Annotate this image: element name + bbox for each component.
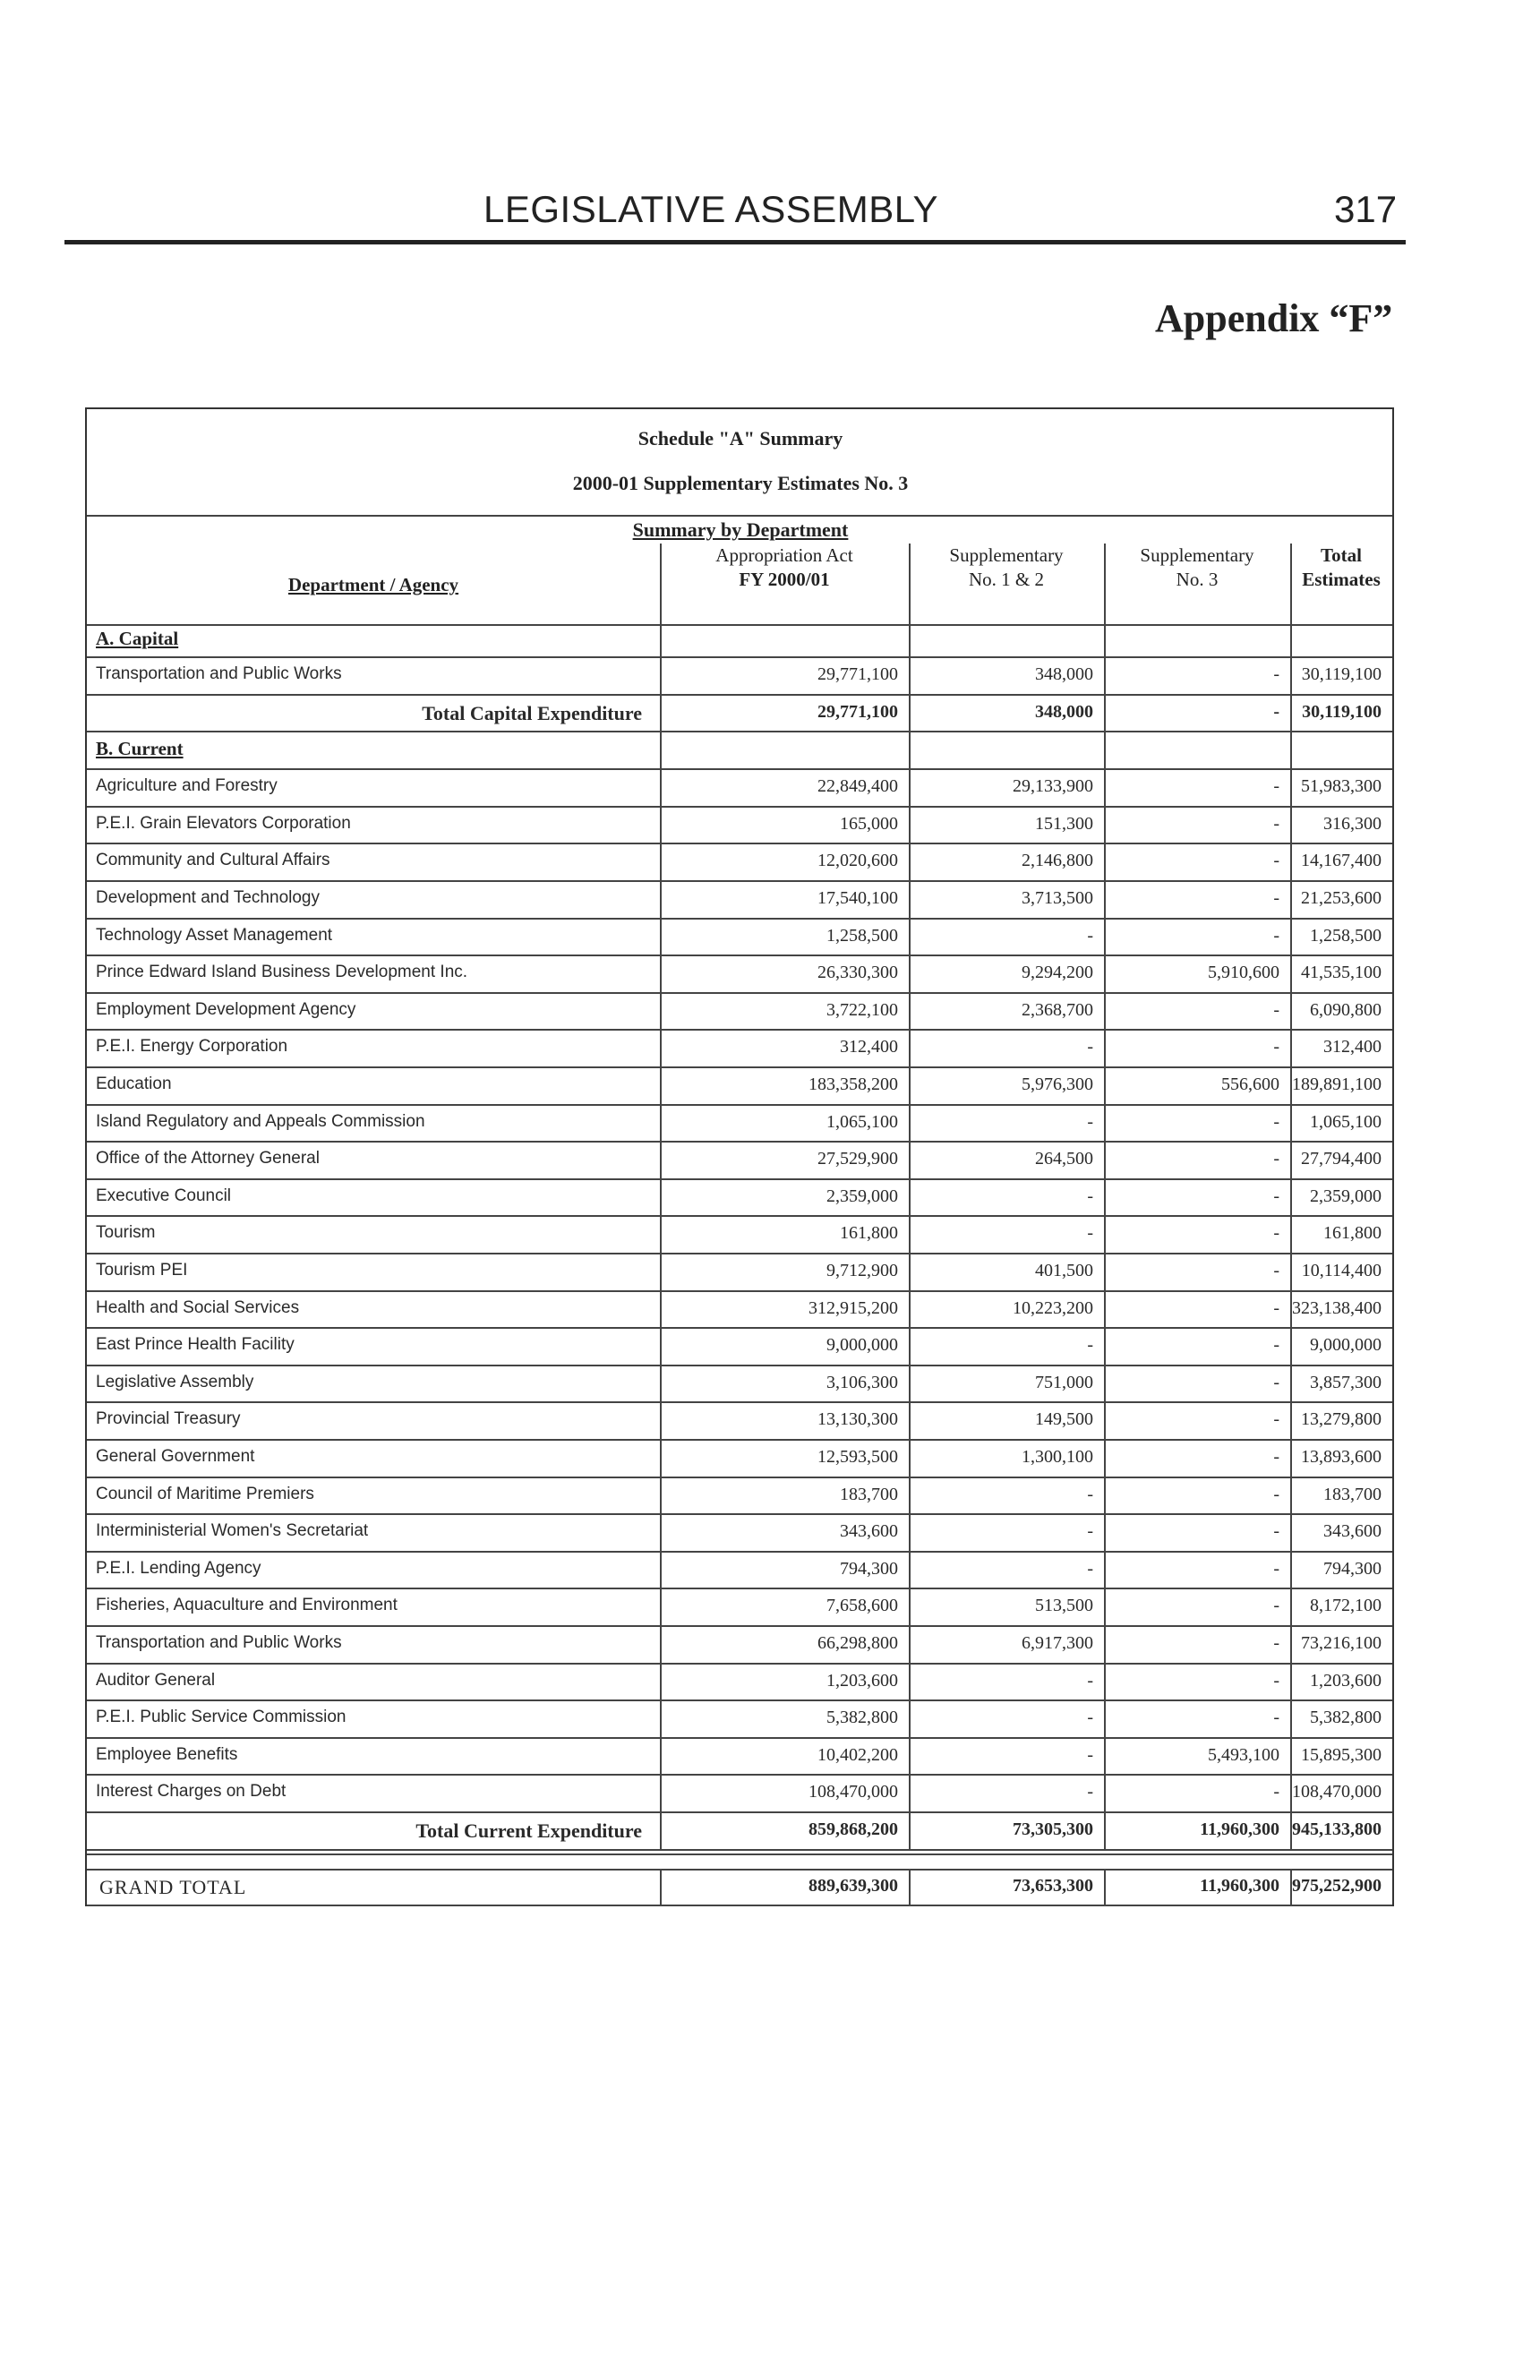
row-label: Transportation and Public Works — [96, 1633, 342, 1652]
col-rule — [1104, 624, 1106, 656]
table-row — [87, 1327, 1392, 1365]
row-label: Council of Maritime Premiers — [96, 1484, 314, 1503]
total-value: 945,133,800 — [1292, 1819, 1382, 1839]
table-row — [87, 1253, 1392, 1290]
col-rule — [909, 624, 911, 656]
supp3-value: 5,910,600 — [1208, 963, 1279, 983]
supp12-value: 73,305,300 — [1013, 1819, 1093, 1839]
row-label: Education — [96, 1074, 172, 1093]
supp3-value: - — [1273, 1447, 1279, 1467]
row-rule — [87, 1905, 1392, 1906]
appropriation-value: 29,771,100 — [817, 701, 898, 722]
row-label: East Prince Health Facility — [96, 1335, 295, 1355]
supp3-value: 5,493,100 — [1208, 1744, 1279, 1765]
table-row — [87, 880, 1392, 918]
supp3-value: - — [1273, 1297, 1279, 1318]
row-label: Fisheries, Aquaculture and Environment — [96, 1596, 398, 1615]
col-header-text: No. 3 — [1176, 569, 1219, 590]
appropriation-value: 26,330,300 — [817, 963, 898, 983]
row-label: General Government — [96, 1447, 255, 1466]
row-label: Legislative Assembly — [96, 1372, 254, 1391]
row-label: P.E.I. Lending Agency — [96, 1558, 261, 1578]
schedule-table — [85, 407, 1394, 1906]
row-label: P.E.I. Energy Corporation — [96, 1037, 288, 1057]
total-value: 6,090,800 — [1310, 999, 1382, 1020]
supp3-value: - — [1273, 1409, 1279, 1430]
appropriation-value: 2,359,000 — [826, 1186, 898, 1206]
row-rule — [87, 624, 1392, 626]
row-label: Executive Council — [96, 1186, 232, 1205]
appropriation-value: 12,593,500 — [817, 1447, 898, 1467]
col-header-text: Supplementary — [949, 544, 1064, 566]
supp3-value: - — [1273, 1708, 1279, 1728]
appropriation-value: 1,203,600 — [826, 1670, 898, 1691]
row-label: Office of the Attorney General — [96, 1149, 320, 1169]
row-rule — [87, 1849, 1392, 1851]
row-label: Interministerial Women's Secretariat — [96, 1521, 369, 1541]
supp3-value: - — [1273, 1484, 1279, 1504]
row-label: Transportation and Public Works — [96, 664, 342, 683]
section-capital: A. Capital — [96, 628, 179, 649]
supp12-value: - — [1087, 1223, 1093, 1244]
row-label: Technology Asset Management — [96, 925, 333, 945]
total-value: 161,800 — [1323, 1223, 1382, 1244]
total-value: 15,895,300 — [1301, 1744, 1382, 1765]
total-value: 3,857,300 — [1310, 1372, 1382, 1392]
total-value: 794,300 — [1323, 1558, 1382, 1579]
row-rule — [87, 731, 1392, 732]
supp3-value: - — [1273, 1596, 1279, 1616]
summary-label: Summary by Department — [632, 518, 849, 541]
table-row — [87, 1401, 1392, 1439]
row-rule — [87, 1853, 1392, 1855]
col-rule — [1104, 544, 1106, 624]
supp3-value: - — [1273, 1558, 1279, 1579]
appropriation-value: 12,020,600 — [817, 851, 898, 871]
col-rule — [909, 731, 911, 768]
supp12-value: - — [1087, 1670, 1093, 1691]
supp3-value: - — [1273, 1037, 1279, 1057]
supp12-value: 513,500 — [1035, 1596, 1093, 1616]
appropriation-value: 9,712,900 — [826, 1261, 898, 1280]
col-header-supp12 — [909, 544, 1104, 592]
col-rule — [660, 544, 662, 624]
total-value: 21,253,600 — [1301, 888, 1382, 908]
table-row — [87, 1663, 1392, 1700]
col-header-department: Department / Agency — [287, 574, 459, 595]
supp3-value: - — [1273, 1335, 1279, 1356]
appropriation-value: 7,658,600 — [826, 1596, 898, 1616]
row-label: Island Regulatory and Appeals Commission — [96, 1111, 425, 1131]
supp3-value: - — [1273, 1372, 1279, 1392]
col-rule — [1290, 544, 1292, 624]
section-current: B. Current — [96, 738, 184, 760]
col-rule — [1290, 624, 1292, 656]
col-rule — [1104, 731, 1106, 768]
total-value: 73,216,100 — [1301, 1633, 1382, 1653]
supp3-value: - — [1273, 1149, 1279, 1169]
table-row — [87, 1141, 1392, 1178]
supp3-value: - — [1273, 776, 1279, 797]
appropriation-value: 1,258,500 — [826, 925, 898, 946]
page-title: LEGISLATIVE ASSEMBLY — [483, 188, 938, 230]
appropriation-value: 3,722,100 — [826, 999, 898, 1020]
total-value: 1,065,100 — [1310, 1111, 1382, 1132]
total-value: 1,203,600 — [1310, 1670, 1382, 1691]
supp12-value: 2,146,800 — [1022, 851, 1093, 871]
row-label: Tourism PEI — [96, 1261, 188, 1280]
table-row — [87, 1551, 1392, 1588]
supp3-value: - — [1273, 851, 1279, 871]
row-label: Employee Benefits — [96, 1744, 238, 1764]
table-row — [87, 1104, 1392, 1142]
table-row — [87, 694, 1392, 732]
row-rule — [87, 515, 1392, 517]
appropriation-value: 859,868,200 — [808, 1819, 898, 1839]
table-row — [87, 768, 1392, 806]
col-header-appropriation — [660, 544, 909, 592]
supp12-value: 1,300,100 — [1022, 1447, 1093, 1467]
supp12-value: - — [1087, 1782, 1093, 1802]
row-label: Total Capital Expenditure — [422, 701, 642, 724]
total-value: 2,359,000 — [1310, 1186, 1382, 1206]
row-label: Tourism — [96, 1223, 156, 1243]
supp12-value: 5,976,300 — [1022, 1074, 1093, 1094]
supp3-value: - — [1273, 1186, 1279, 1206]
supp12-value: 9,294,200 — [1022, 963, 1093, 983]
appropriation-value: 17,540,100 — [817, 888, 898, 908]
total-value: 343,600 — [1323, 1521, 1382, 1542]
col-header-text: Supplementary — [1140, 544, 1254, 566]
supp3-value: - — [1273, 1670, 1279, 1691]
supp12-value: - — [1087, 1558, 1093, 1579]
total-value: 323,138,400 — [1292, 1297, 1382, 1318]
total-value: 975,252,900 — [1292, 1875, 1382, 1896]
row-label: Prince Edward Island Business Development Inc. — [96, 963, 468, 982]
row-label: Employment Development Agency — [96, 999, 356, 1019]
supp12-value: - — [1087, 1186, 1093, 1206]
total-value: 183,700 — [1323, 1484, 1382, 1504]
table-row — [87, 1477, 1392, 1514]
appropriation-value: 343,600 — [840, 1521, 898, 1542]
table-row — [87, 1066, 1392, 1104]
supp12-value: - — [1087, 1111, 1093, 1132]
supp3-value: - — [1273, 1782, 1279, 1802]
supp12-value: 6,917,300 — [1022, 1633, 1093, 1653]
table-row — [87, 843, 1392, 880]
table-row — [87, 806, 1392, 843]
appropriation-value: 5,382,800 — [826, 1708, 898, 1728]
appropriation-value: 161,800 — [840, 1223, 898, 1244]
table-row — [87, 1588, 1392, 1625]
supp12-value: 149,500 — [1035, 1409, 1093, 1430]
appropriation-value: 9,000,000 — [826, 1335, 898, 1356]
supp12-value: 151,300 — [1035, 813, 1093, 834]
total-value: 51,983,300 — [1301, 776, 1382, 797]
table-row — [87, 1811, 1392, 1849]
table-row — [87, 1290, 1392, 1328]
col-rule — [660, 624, 662, 656]
row-label: Interest Charges on Debt — [96, 1782, 287, 1802]
table-row — [87, 1774, 1392, 1811]
table-row — [87, 992, 1392, 1030]
table-row — [87, 918, 1392, 955]
col-header-text: Estimates — [1302, 569, 1381, 590]
supp3-value: - — [1273, 813, 1279, 834]
col-header-text: Total — [1321, 544, 1362, 566]
total-value: 8,172,100 — [1310, 1596, 1382, 1616]
appropriation-value: 10,402,200 — [817, 1744, 898, 1765]
total-value: 5,382,800 — [1310, 1708, 1382, 1728]
supp3-value: - — [1273, 1223, 1279, 1244]
row-label: Agriculture and Forestry — [96, 776, 278, 796]
supp3-value: - — [1273, 1111, 1279, 1132]
supp12-value: - — [1087, 1708, 1093, 1728]
col-rule — [909, 544, 911, 624]
col-header-total — [1290, 544, 1392, 592]
total-value: 108,470,000 — [1292, 1782, 1382, 1802]
supp3-value: 11,960,300 — [1200, 1875, 1279, 1896]
appropriation-value: 1,065,100 — [826, 1111, 898, 1132]
row-label: Provincial Treasury — [96, 1409, 241, 1429]
appropriation-value: 165,000 — [840, 813, 898, 834]
supp12-value: - — [1087, 1335, 1093, 1356]
total-value: 41,535,100 — [1301, 963, 1382, 983]
supp12-value: - — [1087, 925, 1093, 946]
row-label: Health and Social Services — [96, 1297, 300, 1317]
supp3-value: - — [1273, 1521, 1279, 1542]
total-value: 27,794,400 — [1301, 1149, 1382, 1169]
table-row — [87, 656, 1392, 694]
total-value: 13,279,800 — [1301, 1409, 1382, 1430]
supp3-value: - — [1273, 1633, 1279, 1653]
supp12-value: 751,000 — [1035, 1372, 1093, 1392]
supp3-value: - — [1273, 925, 1279, 946]
supp12-value: 348,000 — [1035, 664, 1093, 684]
supp12-value: 29,133,900 — [1013, 776, 1093, 797]
supp12-value: 10,223,200 — [1013, 1297, 1093, 1318]
appropriation-value: 889,639,300 — [808, 1875, 898, 1896]
col-header-text: Appropriation Act — [715, 544, 853, 566]
supp12-value: - — [1087, 1484, 1093, 1504]
grand-total-label: GRAND TOTAL — [99, 1875, 247, 1898]
table-row — [87, 1625, 1392, 1663]
table-row — [87, 1029, 1392, 1066]
row-label: P.E.I. Public Service Commission — [96, 1708, 346, 1727]
appropriation-value: 312,400 — [840, 1037, 898, 1057]
col-header-text: No. 1 & 2 — [969, 569, 1044, 590]
total-value: 1,258,500 — [1310, 925, 1382, 946]
total-value: 312,400 — [1323, 1037, 1382, 1057]
total-value: 9,000,000 — [1310, 1335, 1382, 1356]
supp12-value: 348,000 — [1035, 701, 1093, 722]
table-row — [87, 1699, 1392, 1737]
supp3-value: 11,960,300 — [1200, 1819, 1279, 1839]
appropriation-value: 108,470,000 — [808, 1782, 898, 1802]
supp12-value: 73,653,300 — [1013, 1875, 1093, 1896]
row-label: P.E.I. Grain Elevators Corporation — [96, 813, 351, 833]
supp3-value: - — [1273, 1261, 1279, 1280]
schedule-title: Schedule "A" Summary — [637, 427, 843, 449]
row-label: Community and Cultural Affairs — [96, 851, 330, 870]
appropriation-value: 22,849,400 — [817, 776, 898, 797]
row-label: Total Current Expenditure — [415, 1819, 642, 1842]
table-row — [87, 1365, 1392, 1402]
supp12-value: - — [1087, 1037, 1093, 1057]
schedule-subtitle: 2000-01 Supplementary Estimates No. 3 — [572, 472, 909, 494]
row-label: Development and Technology — [96, 888, 320, 907]
table-row — [87, 955, 1392, 992]
grand-total-row — [87, 1869, 1392, 1905]
col-rule — [1290, 731, 1292, 768]
appropriation-value: 27,529,900 — [817, 1149, 898, 1169]
appropriation-value: 183,700 — [840, 1484, 898, 1504]
supp12-value: 3,713,500 — [1022, 888, 1093, 908]
table-row — [87, 1439, 1392, 1477]
table-row — [87, 1178, 1392, 1216]
total-value: 30,119,100 — [1301, 664, 1382, 684]
total-value: 189,891,100 — [1292, 1074, 1382, 1094]
appropriation-value: 312,915,200 — [808, 1297, 898, 1318]
total-value: 13,893,600 — [1301, 1447, 1382, 1467]
appropriation-value: 29,771,100 — [817, 664, 898, 684]
supp12-value: 264,500 — [1035, 1149, 1093, 1169]
table-row — [87, 1215, 1392, 1253]
appropriation-value: 794,300 — [840, 1558, 898, 1579]
table-row — [87, 1737, 1392, 1775]
total-value: 14,167,400 — [1301, 851, 1382, 871]
total-value: 316,300 — [1323, 813, 1382, 834]
supp3-value: - — [1273, 664, 1279, 684]
total-value: 10,114,400 — [1301, 1261, 1382, 1280]
supp12-value: 2,368,700 — [1022, 999, 1093, 1020]
appropriation-value: 66,298,800 — [817, 1633, 898, 1653]
supp3-value: - — [1273, 888, 1279, 908]
supp3-value: 556,600 — [1221, 1074, 1279, 1094]
appropriation-value: 3,106,300 — [826, 1372, 898, 1392]
appendix-title: Appendix “F” — [1155, 296, 1393, 340]
page-number: 317 — [1334, 188, 1398, 230]
supp3-value: - — [1273, 701, 1279, 722]
supp12-value: 401,500 — [1035, 1261, 1093, 1280]
supp12-value: - — [1087, 1744, 1093, 1765]
supp3-value: - — [1273, 999, 1279, 1020]
col-header-text: FY 2000/01 — [739, 569, 830, 590]
total-value: 30,119,100 — [1302, 701, 1382, 722]
header-rule — [64, 240, 1406, 244]
row-label: Auditor General — [96, 1670, 216, 1690]
col-rule — [660, 731, 662, 768]
supp12-value: - — [1087, 1521, 1093, 1542]
appropriation-value: 13,130,300 — [817, 1409, 898, 1430]
table-row — [87, 1513, 1392, 1551]
appropriation-value: 183,358,200 — [808, 1074, 898, 1094]
col-header-supp3 — [1104, 544, 1290, 592]
